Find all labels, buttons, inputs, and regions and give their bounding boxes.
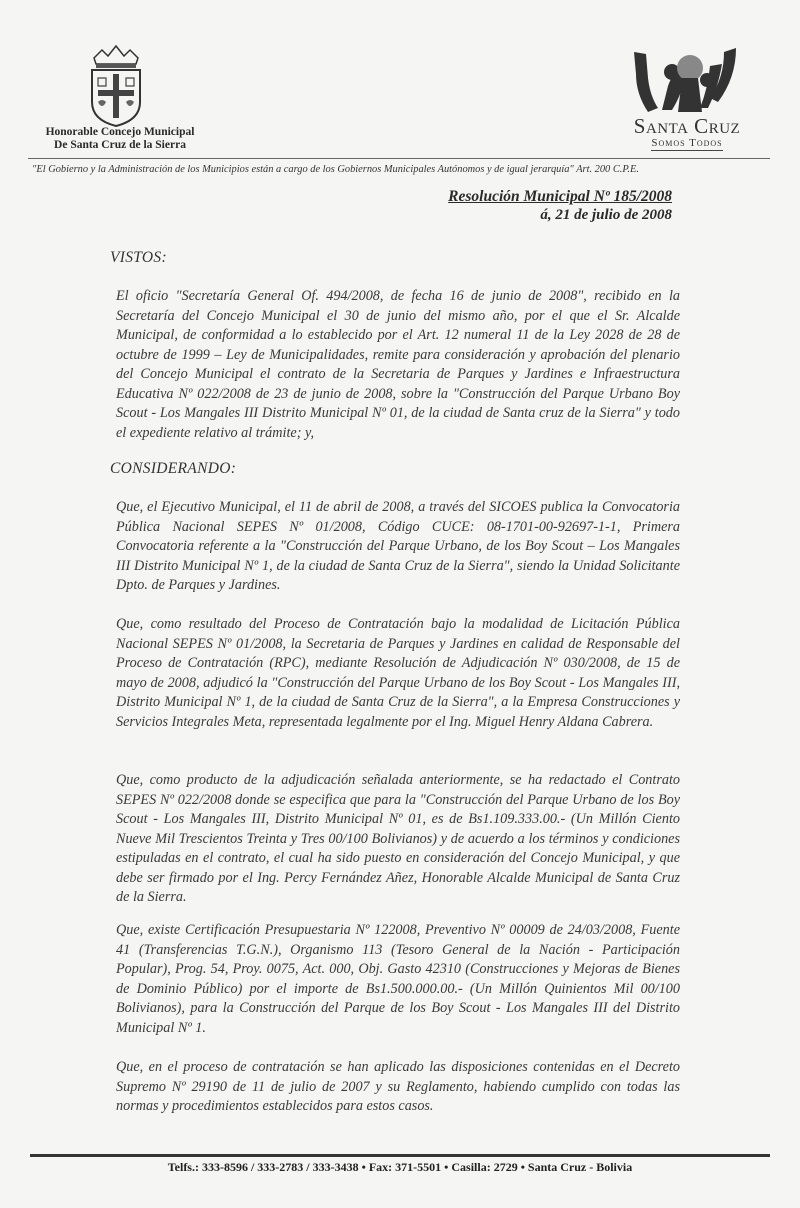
footer-divider	[30, 1154, 770, 1157]
brand-name: Santa Cruz	[633, 114, 741, 138]
considerando-paragraph: Que, como producto de la adjudicación señalada anteriormente, se ha redactado el Contrato SEPES Nº 022/2008 donde se especifica que para la "Construcción del Parque Urbano de los Boy Scout - Los Mangales III, Distrito Municipal Nº 01, es de Bs1.109.333.00.- (Un Millón Ciento Nueve Mil Trescientos Treinta y Tres 00/100 Bolivianos) y de acuerdo a los términos y condiciones estipuladas en el contrato, el cual ha sido puesto en consideración del Concejo Municipal, y que debe ser firmado por el Ing. Percy Fernández Añez, Honorable Alcalde Municipal de Santa Cruz de la Sierra.	[116, 772, 680, 905]
brand-tagline-text: Somos Todos	[651, 137, 723, 149]
vistos-heading: VISTOS:	[110, 249, 167, 266]
header-divider	[28, 158, 770, 159]
considerando-paragraph: Que, en el proceso de contratación se han aplicado las disposiciones contenidas en el Decreto Supremo Nº 29190 de 11 de julio de 2007 y su Reglamento, habiendo cumplido con todas las normas y procedimientos establecidos para estos casos.	[116, 1059, 680, 1114]
council-line-1: Honorable Concejo Municipal	[45, 126, 195, 138]
resolution-date: á, 21 de julio de 2008	[540, 207, 672, 223]
council-line-2: De Santa Cruz de la Sierra	[54, 139, 186, 151]
footer-contact: Telfs.: 333-8596 / 333-2783 / 333-3438 • Fax: 371-5501 • Casilla: 2729 • Santa Cruz - Bolivia	[167, 1160, 633, 1174]
considerando-heading: CONSIDERANDO:	[110, 460, 237, 477]
coat-of-arms-icon	[84, 44, 148, 128]
vistos-paragraph: El oficio "Secretaría General Of. 494/2008, de fecha 16 de junio de 2008", recibido en la Secretaría del Concejo Municipal el 30 de junio del mismo año, por el que el Sr. Alcalde Municipal, de conformidad a lo establecido por el Art. 12 numeral 11 de la Ley 2028 de 28 de octubre de 1999 – Ley de Municipalidades, remite para consideración y aprobación del plenario del Concejo Municipal el contrato de la Secretaria de Parques y Jardines e Infraestructura Educativa Nº 022/2008 de 23 de junio de 2008, sobre la "Construcción del Parque Urbano Boy Scout - Los Mangales III Distrito Municipal Nº 01, de la ciudad de Santa cruz de la Sierra" y todo el expediente relativo al trámite; y,	[116, 288, 680, 441]
considerando-paragraph: Que, existe Certificación Presupuestaria Nº 122008, Preventivo Nº 00009 de 24/03/2008, Fuente 41 (Transferencias T.G.N.), Organismo 113 (Tesoro General de la Nación - Participación Popular), Prog. 54, Proy. 0075, Act. 000, Obj. Gasto 42310 (Construcciones y Mejoras de Bienes de Dominio Público) por el importe de Bs1.500.000.00.- (Un Millón Quinientos Mil 00/100 Bolivianos), para la Construcción del Parque de los Boy Scout - Los Mangales III del Distrito Municipal Nº 1.	[116, 922, 680, 1036]
resolution-title: Resolución Municipal Nº 185/2008	[448, 188, 672, 205]
council-name	[20, 126, 220, 152]
considerando-paragraph: Que, el Ejecutivo Municipal, el 11 de abril de 2008, a través del SICOES publica la Convocatoria Pública Nacional SEPES Nº 01/2008, Código CUCE: 08-1701-00-92697-1-1, Primera Convocatoria referente a la "Construcción del Parque Urbano, de los Boy Scout – Los Mangales III Distrito Municipal Nº 1, de la ciudad de Santa Cruz de la Sierra", siendo la Unidad Solicitante Dpto. de Parques y Jardines.	[116, 499, 680, 593]
constitution-quote: "El Gobierno y la Administración de los Municipios están a cargo de los Gobiernos Municipales Autónomos y de igual jerarquía" Art. 200 C.P.E.	[32, 164, 639, 175]
considerando-paragraph: Que, como resultado del Proceso de Contratación bajo la modalidad de Licitación Pública Nacional SEPES Nº 01/2008, la Secretaria de Parques y Jardines en calidad de Responsable del Proceso de Contratación (RPC), mediante Resolución de Adjudicación Nº 030/2008, de 15 de mayo de 2008, adjudicó la "Construcción del Parque Urbano de los Boy Scout - Los Mangales III, Distrito Municipal Nº 1, de la ciudad de Santa Cruz de la Sierra", a la Empresa Construcciones y Servicios Integrales Meta, representada legalmente por el Ing. Miguel Henry Aldana Cabrera.	[116, 616, 680, 730]
brand-tagline	[602, 137, 772, 149]
